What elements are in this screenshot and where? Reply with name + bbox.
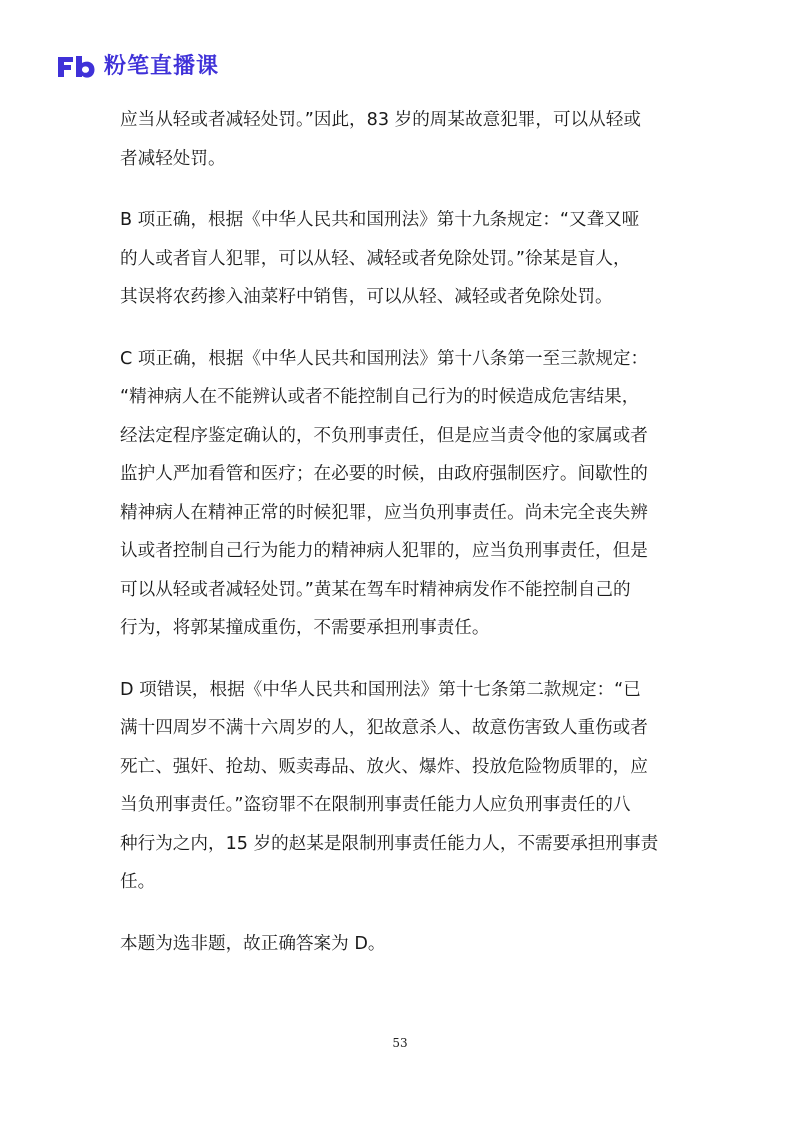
text-line: 监护人严加看管和医疗；在必要的时候，由政府强制医疗。间歇性的 [120, 464, 648, 484]
text-line: 者减轻处罚。 [120, 148, 226, 169]
text-line: 种行为之内，15 岁的赵某是限制刑事责任能力人，不需要承担刑事责 [120, 833, 659, 854]
paragraph-option-c [120, 340, 685, 648]
text-line: C 项正确，根据《中华人民共和国刑法》第十八条第一至三款规定： [120, 348, 649, 369]
paragraph-1 [120, 101, 685, 178]
page-number: 53 [392, 1036, 408, 1050]
document-body [120, 101, 685, 986]
text-line: B 项正确，根据《中华人民共和国刑法》第十九条规定：“又聋又哑 [120, 210, 640, 230]
text-line: 认或者控制自己行为能力的精神病人犯罪的，应当负刑事责任，但是 [120, 541, 648, 561]
paragraph-option-b [120, 201, 685, 317]
text-line: 的人或者盲人犯罪，可以从轻、减轻或者免除处罚。”徐某是盲人， [120, 248, 631, 269]
page-header [56, 52, 219, 82]
text-line: “精神病人在不能辨认或者不能控制自己行为的时候造成危害结果， [120, 387, 640, 407]
text-line: 死亡、强奸、抢劫、贩卖毒品、放火、爆炸、投放危险物质罪的，应 [120, 756, 648, 777]
text-line: 行为，将郭某撞成重伤，不需要承担刑事责任。 [120, 618, 490, 638]
paragraph-option-d [120, 671, 685, 902]
text-line: 满十四周岁不满十六周岁的人，犯故意杀人、故意伤害致人重伤或者 [120, 718, 648, 738]
brand-name: 粉笔直播课 [104, 54, 220, 79]
text-line: 应当从轻或者减轻处罚。”因此，83 岁的周某故意犯罪，可以从轻或 [120, 110, 641, 130]
text-line: 当负刑事责任。”盗窃罪不在限制刑事责任能力人应负刑事责任的八 [120, 795, 631, 815]
text-line: 精神病人在精神正常的时候犯罪，应当负刑事责任。尚未完全丧失辨 [120, 502, 648, 523]
text-line: 任。 [120, 872, 156, 892]
text-line: 本题为选非题，故正确答案为 D。 [120, 933, 386, 954]
text-line: 可以从轻或者减轻处罚。”黄某在驾车时精神病发作不能控制自己的 [120, 579, 631, 600]
text-line: 经法定程序鉴定确认的，不负刑事责任，但是应当责令他的家属或者 [120, 425, 648, 446]
paragraph-answer [120, 925, 685, 964]
text-line: D 项错误，根据《中华人民共和国刑法》第十七条第二款规定：“已 [120, 679, 641, 700]
text-line: 其误将农药掺入油菜籽中销售，可以从轻、减轻或者免除处罚。 [120, 287, 613, 307]
fb-logo-icon [56, 54, 96, 80]
